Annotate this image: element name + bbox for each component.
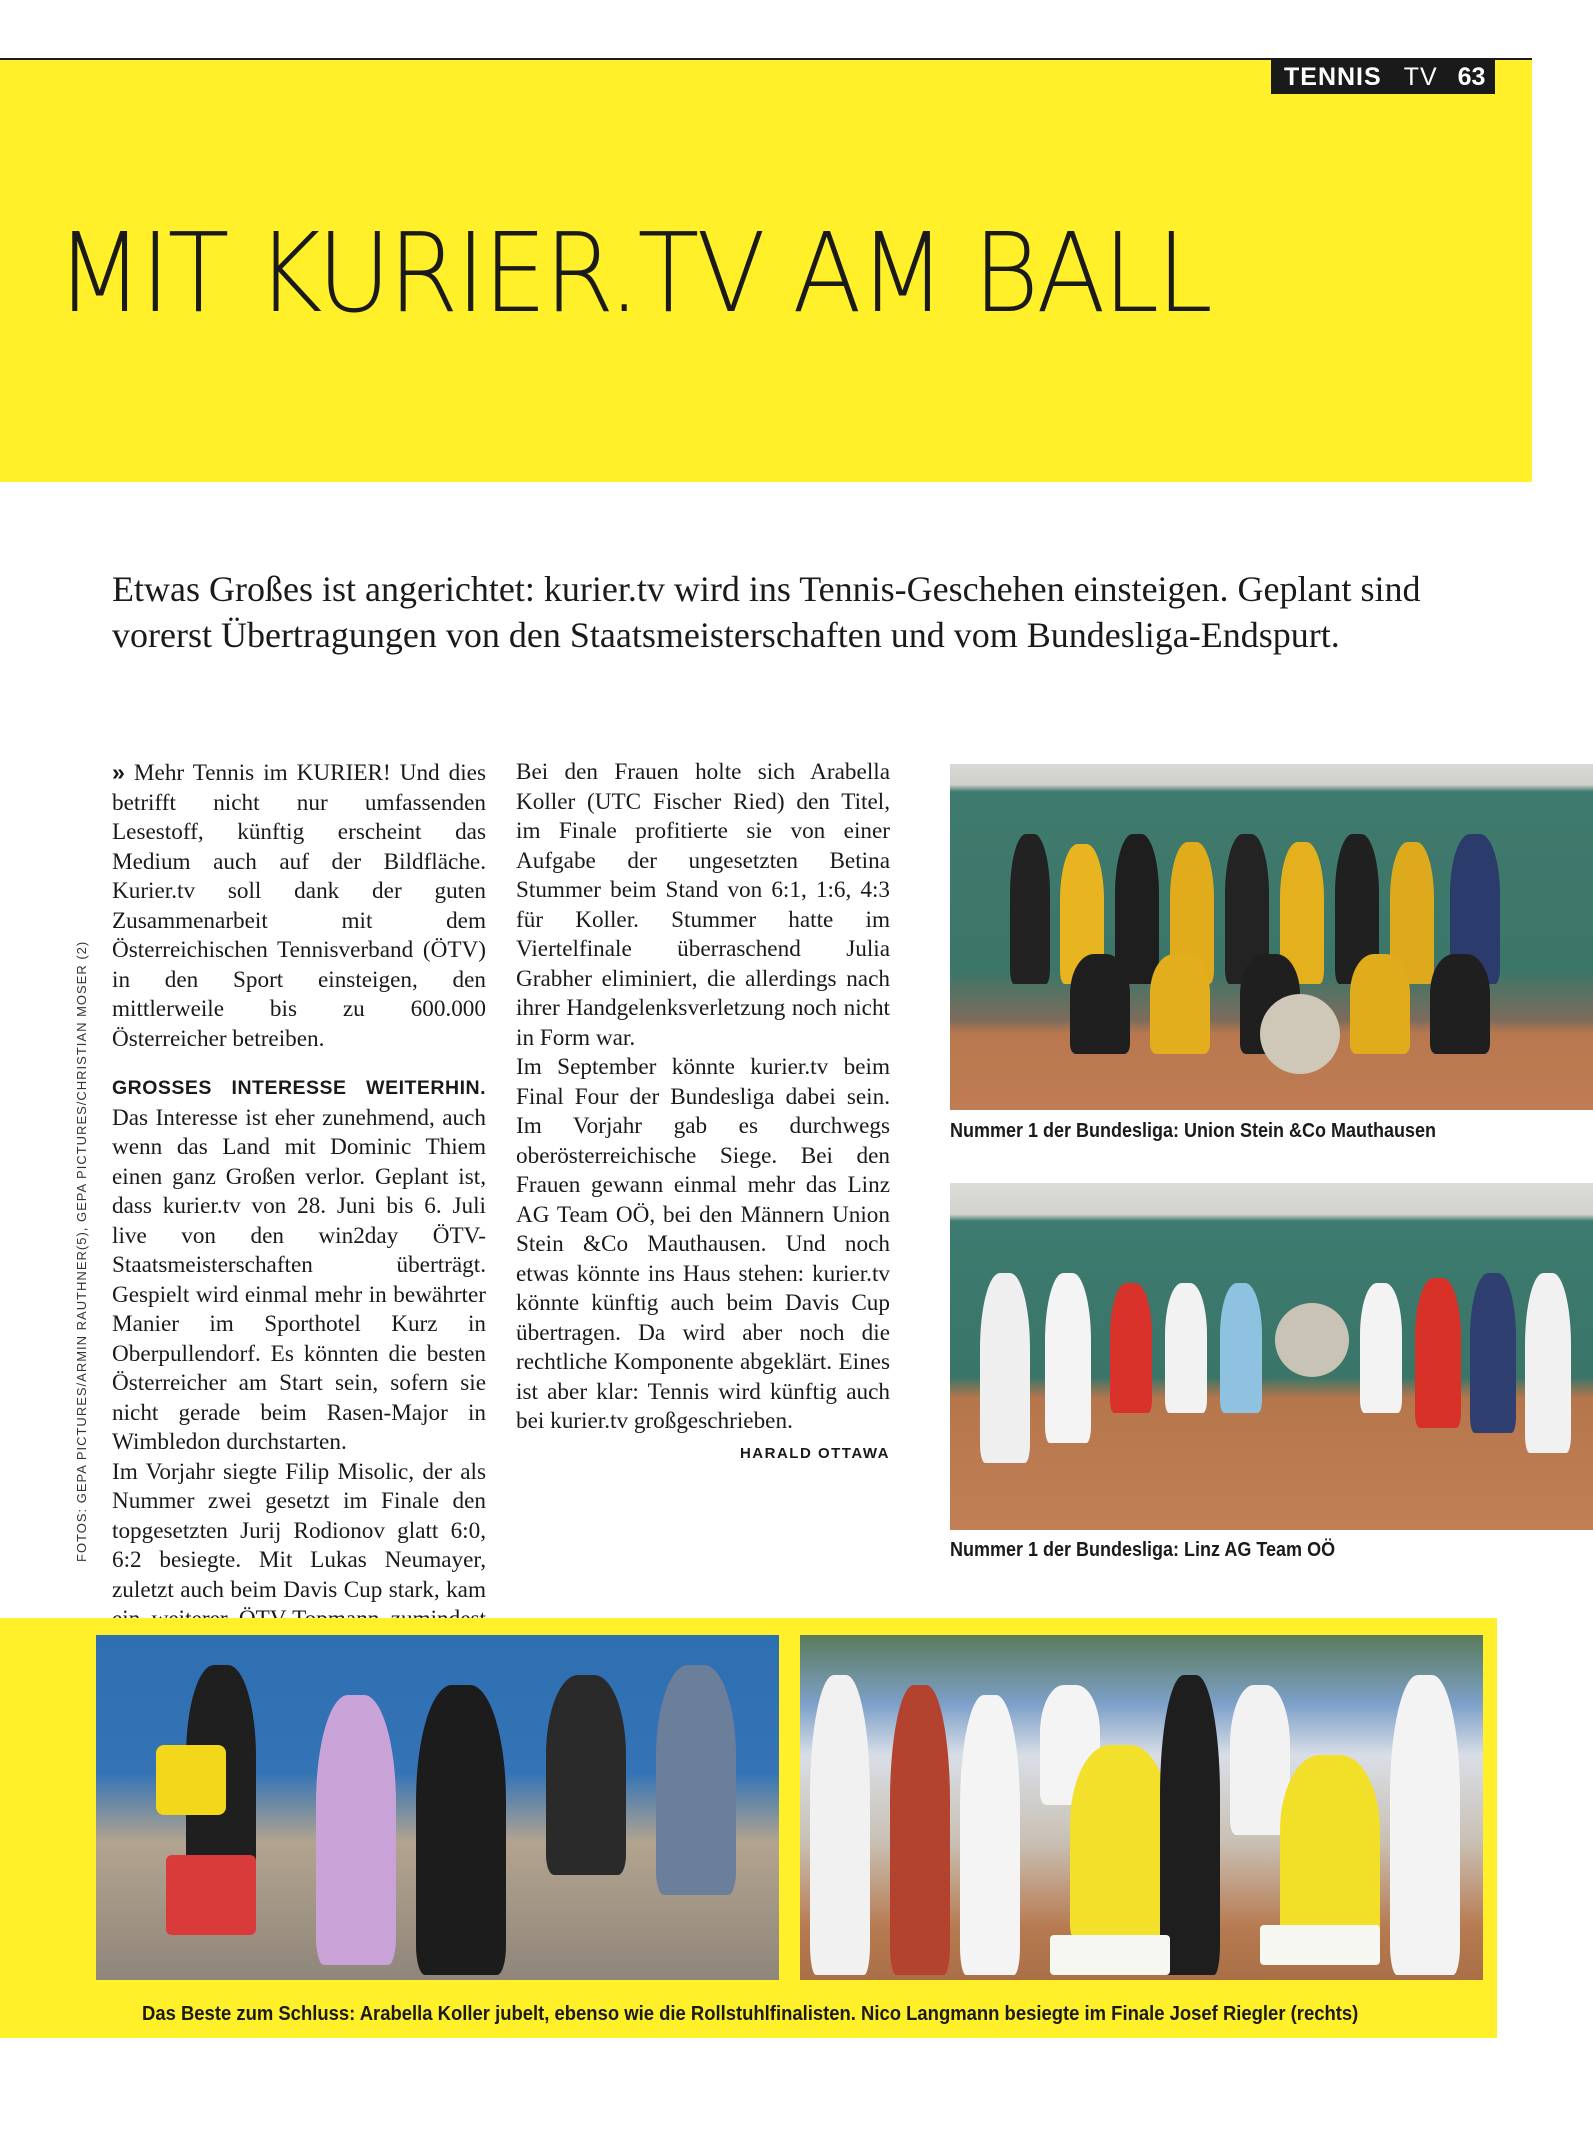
page-tag	[1271, 60, 1495, 94]
headline: MIT KURIER.TV AM BALL	[56, 209, 1211, 337]
photo-linz-ag-team	[950, 1183, 1593, 1530]
lead-paragraph: Etwas Großes ist angerichtet: kurier.tv wird ins Tennis-Geschehen einsteigen. Geplant sind vorerst Übertragungen von den Staatsmeisterschaften und vom Bundesliga-Endspurt.	[112, 569, 1421, 655]
paragraph-5: Im September könnte kurier.tv beim Final Four der Bundesliga dabei sein. Im Vorjahr gab es durchwegs oberösterreichische Siege. Bei den Frauen gewann einmal mehr das Linz AG Team OÖ, bei den Männern Union Stein &Co Mauthausen. Und noch etwas könnte ins Haus stehen: kurier.tv könnte künftig auch beim Davis Cup übertragen. Da wird aber noch die rechtliche Komponente abgeklärt. Eines ist aber klar: Tennis wird künftig auch bei kurier.tv großgeschrieben.	[516, 1054, 890, 1434]
paragraph-2: Das Interesse ist eher zunehmend, auch wenn das Land mit Dominic Thiem einen ganz Großen verlor. Geplant ist, dass kurier.tv von 28. Juni bis 6. Juli live von den win2day ÖTV-Staatsmeisterschaften überträgt. Gespielt wird einmal mehr in bewährter Manier im Sporthotel Kurz in Oberpullendorf. Es könnten die besten Österreicher am Start sein, sofern sie nicht gerade beim Rasen-Major in Wimbledon durchstarten.	[112, 1104, 486, 1455]
paragraph-3: Im Vorjahr siegte Filip Misolic, der als Nummer zwei gesetzt im Finale den topgesetzten Jurij Rodionov glatt 6:0, 6:2 besiegte. Mit Lukas Neumayer, zuletzt auch beim Davis Cup stark, kam	[112, 1458, 486, 1603]
caption-bottom-photos: Das Beste zum Schluss: Arabella Koller jubelt, ebenso wie die Rollstuhlfinalisten. Nico Langmann besiegte im Finale Josef Riegler (rechts)	[142, 2002, 1359, 2025]
caption-photo-2: Nummer 1 der Bundesliga: Linz AG Team OÖ	[950, 1539, 1336, 1561]
subhead: GROSSES INTERESSE WEITERHIN.	[112, 1077, 486, 1099]
photo-union-stein-team	[950, 764, 1593, 1110]
photo-wheelchair-finalists	[800, 1635, 1483, 1980]
photo-credit: FOTOS: GEPA PICTURES/ARMIN RAUTHNER(5), GEPA PICTURES/CHRISTIAN MOSER (2)	[74, 940, 89, 1562]
page-number: 63	[1457, 62, 1486, 91]
author-byline: HARALD OTTAWA	[739, 1444, 890, 1462]
subsection-label: TV	[1403, 62, 1438, 91]
article-column-1	[112, 758, 486, 1664]
caption-photo-1: Nummer 1 der Bundesliga: Union Stein &Co Mauthausen	[950, 1120, 1437, 1142]
paragraph-4: Bei den Frauen holte sich Arabella Koller (UTC Fischer Ried) den Titel, im Finale profitierte sie von einer Aufgabe der ungesetzten Betina Stummer beim Stand von 6:1, 1:6, 4:3 für Koller. Stummer hatte im Viertelfinale überraschend Julia Grabher eliminiert, die allerdings nach ihrer Handgelenksverletzung noch nicht in Form war.	[516, 759, 890, 1051]
photo-arabella-koller	[96, 1635, 779, 1980]
section-label: TENNIS	[1284, 62, 1382, 91]
article-column-2	[516, 758, 890, 1468]
lead-mark: »	[112, 759, 125, 785]
paragraph-1	[112, 758, 486, 1054]
paragraph-1-text: Mehr Tennis im KURIER! Und dies betrifft nicht nur umfassenden Lesestoff, künftig erscheint das Medium auch auf der Bildfläche. Kurier.tv soll dank der guten Zusammenarbeit mit dem Österreichischen Tennisverband (ÖTV) in den Sport einsteigen, den mittlerweile bis zu 600.000 Österreicher betreiben.	[112, 760, 486, 1052]
